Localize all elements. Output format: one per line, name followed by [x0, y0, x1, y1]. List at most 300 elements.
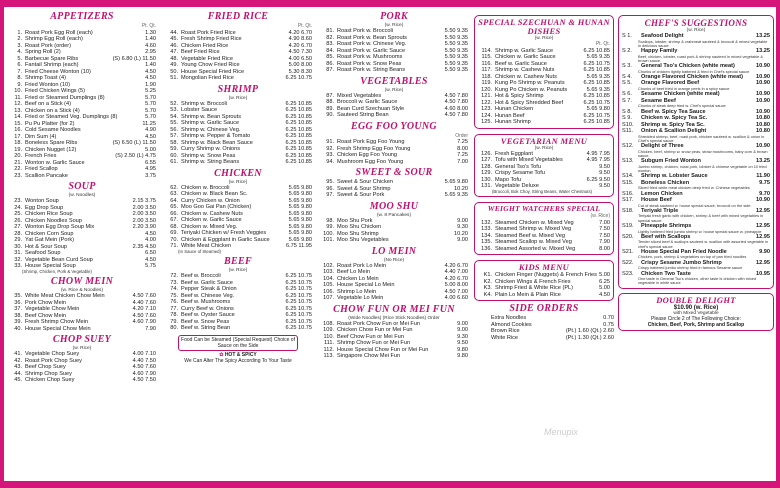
item-name: Chicken Chow Fun or Mei Fun: [337, 327, 413, 333]
item-price: 4.40 7.60: [132, 299, 156, 306]
item-number: 31.: [14, 250, 22, 256]
item-price: 10.95: [756, 270, 770, 277]
item-name: Seafood Soup: [25, 250, 61, 256]
item-number: 57.: [170, 133, 178, 139]
item-name: Shrimp w. Chinese Veg.: [181, 126, 241, 133]
item-name: Orange Flavored Beef: [641, 80, 700, 87]
item-number: 53.: [170, 107, 178, 113]
item-price: 5.00: [599, 272, 610, 279]
item-name: Beef w. Spicy Tea Sauce: [641, 108, 706, 115]
item-number: 18.: [14, 140, 22, 146]
item-price: 2.00 3.50: [132, 211, 156, 217]
pork-heading: PORK: [380, 11, 408, 22]
item-price: 9.00: [457, 217, 468, 224]
item-name: Chicken w. Black Bean Sc.: [181, 191, 248, 197]
item-number: S20.: [622, 233, 634, 240]
item-number: 56.: [170, 126, 178, 133]
item-price: 9.30: [457, 333, 468, 340]
item-name: Bean Curd Szechuan Style: [337, 105, 405, 112]
item-number: 40.: [14, 325, 22, 332]
item-price: 6.25 10.85: [285, 146, 312, 152]
item-name: Chicken Lo Mein: [337, 275, 379, 282]
item-price: 4.60 8.00: [444, 105, 468, 112]
item-price: 4.95: [145, 166, 156, 172]
item-price: 7.00: [599, 219, 610, 226]
item-number: 59.: [170, 146, 178, 152]
item-price: 5.50 9.35: [444, 47, 468, 54]
item-name: Chicken w. Mixed Veg.: [181, 223, 238, 230]
item-name: Fantail Shrimp (each): [25, 62, 79, 68]
menu-item-row: [164, 325, 312, 332]
item-price: 4.50: [145, 256, 156, 263]
item-name: Wonton Egg Drop Soup Mix: [25, 224, 95, 230]
item-price: 6.25 10.85: [583, 80, 610, 86]
item-description: One taste in General Tso's chicken, other taste is chicken with mixed vegetable in white sauce: [638, 276, 757, 286]
item-name: Chicken w. Cashew Nuts: [495, 73, 557, 80]
item-price: 6.25 10.85: [285, 100, 312, 107]
szechuan-price-note: Pt. Qt.: [595, 41, 610, 47]
item-name: Yat Gat Mein (Pork): [25, 237, 75, 243]
item-number: 74.: [170, 286, 178, 293]
item-price: 4.40 7.00: [444, 269, 468, 275]
item-name: Curry Chicken w. Onion: [181, 197, 240, 204]
item-number: 45.: [14, 377, 22, 384]
item-number: 2.: [17, 36, 22, 42]
item-name: Beef Fried Rice: [181, 49, 220, 55]
item-price: 5.65 9.80: [288, 236, 312, 243]
item-name: Fried Cheese Wonton (10): [25, 68, 91, 75]
item-price: 5.65 9.80: [288, 204, 312, 210]
chicken-heading: CHICKEN: [214, 167, 262, 179]
item-name: Subgum Fried Wonton: [641, 158, 701, 165]
item-name: Mushroom Egg Foo Young: [337, 158, 404, 165]
beef-list: [164, 273, 312, 332]
item-price: 9.30: [457, 224, 468, 230]
item-name: Hot & Sour Soup: [25, 243, 67, 250]
item-name: Beef w. Snow Peas: [181, 318, 230, 325]
item-name: Moo Shu Chicken: [337, 224, 382, 230]
item-number: S11.: [622, 128, 634, 135]
item-number: 33.: [14, 263, 22, 269]
item-number: 51.: [170, 75, 178, 81]
item-name: Fresh Shrimp Chow Mein: [25, 319, 89, 326]
item-name: Shrimp w. String Beans: [181, 159, 240, 165]
mooshu-list: [320, 218, 468, 244]
friedrice-price-note: Pt. Qt.: [297, 23, 312, 29]
item-name: Shrimp w. Lobster Sauce: [641, 173, 708, 180]
item-name: Roast Pork w. String Beans: [337, 67, 406, 73]
item-price: 9.50: [457, 340, 468, 346]
chopsuey-heading: CHOP SUEY: [52, 334, 112, 346]
vegetables-list: [320, 93, 468, 119]
double-delight-box: [618, 293, 774, 332]
item-price: 6.25 10.85: [285, 159, 312, 165]
item-number: 114.: [481, 47, 492, 54]
shrimp-heading: SHRIMP: [217, 83, 259, 95]
item-description: Cut of steak sauteed w. house special sauce, broccoli on the side.: [638, 202, 752, 208]
item-price: 8.00: [599, 245, 610, 252]
item-price: 4.95 7.95: [586, 150, 610, 157]
menu-item-row: [8, 377, 156, 384]
item-name: Onion & Scallion Delight: [641, 128, 707, 135]
item-name: Shrimp w. Spicy Tea Sc.: [641, 121, 705, 128]
item-price: 4.50 7.80: [444, 112, 468, 118]
item-number: 73.: [170, 279, 178, 286]
chopsuey-list: [8, 351, 156, 384]
item-price: 5.00: [599, 285, 610, 292]
item-price: 4.50: [145, 133, 156, 140]
item-price: 2.15 3.75: [132, 198, 156, 204]
item-price: 5.65 9.80: [288, 197, 312, 204]
item-price: 6.25 10.85: [285, 107, 312, 113]
item-number: 1.: [17, 29, 22, 36]
item-price: 5.65 9.80: [288, 223, 312, 230]
item-number: 129.: [481, 170, 492, 176]
item-price: 9.80: [457, 353, 468, 359]
beef-heading: BEEF: [224, 256, 252, 268]
item-price: 2.00 3.50: [132, 217, 156, 224]
item-number: 118.: [481, 73, 492, 80]
item-name: Crispy Sesame Tofu: [495, 170, 545, 176]
item-price: 13.25: [756, 48, 770, 55]
item-price: 4.90: [145, 127, 156, 133]
chowmein-list: [8, 293, 156, 332]
item-price: 5.65 9.80: [288, 230, 312, 236]
menu-item-row: [320, 67, 468, 74]
item-name: Cold Sesame Noodles: [25, 127, 81, 133]
soup-desc: (Shrimp, Chicken, Pork & Vegetable): [22, 268, 92, 274]
item-name: Shrimp Chop Suey: [25, 370, 72, 377]
item-number: 80.: [170, 325, 178, 332]
item-price: 12.95: [756, 207, 770, 214]
item-number: 83.: [326, 41, 334, 47]
column-5: [618, 9, 774, 331]
item-price: 0.70: [603, 315, 614, 322]
item-description: Chunks of beef fried in orange peels in a spicy sauce.: [638, 85, 731, 91]
item-name: Fresh Shrimp Fried Rice: [181, 36, 242, 42]
chefs-box: [618, 15, 774, 289]
item-price: 4.20 7.10: [132, 306, 156, 313]
item-number: 23.: [14, 198, 22, 204]
item-number: 22.: [14, 166, 22, 172]
item-price: 1.30: [145, 29, 156, 36]
chowfun-sub: (Wide Noodles) (Rice Stick Noodles) Order: [348, 315, 440, 321]
item-number: 87.: [326, 92, 334, 99]
item-name: Mapo Tofu: [495, 176, 522, 183]
item-price: 4.50 7.60: [132, 312, 156, 319]
item-number: 117.: [481, 67, 492, 73]
item-price: 4.50 7.60: [132, 293, 156, 300]
item-price: 5.25: [145, 88, 156, 94]
item-price: 7.25: [457, 152, 468, 158]
item-number: 13.: [14, 107, 22, 114]
item-name: Sesame Beef: [641, 97, 676, 104]
item-number: 86.: [326, 60, 334, 67]
item-number: 128.: [481, 163, 492, 170]
item-number: S 8.: [622, 108, 632, 115]
appetizers-heading: APPETIZERS: [50, 11, 114, 22]
item-price: 6.55: [145, 159, 156, 166]
item-name: Steamed Chicken w. Mixed Veg: [495, 219, 574, 226]
item-price: 6.25 10.75: [583, 60, 610, 67]
weightwatchers-list: [478, 220, 610, 253]
item-name: Egg Drop Soup: [25, 204, 64, 211]
item-price: 5.70: [145, 101, 156, 107]
item-name: Shrimp Fried & White Rice (PL): [495, 285, 574, 292]
hot-spicy-label: ✿ HOT & SPICY: [219, 351, 257, 358]
pork-sub: (w. Rice): [384, 23, 404, 28]
item-number: 48.: [170, 55, 178, 62]
lomein-heading: LO MEIN: [371, 245, 417, 257]
menu-item-row: [478, 119, 610, 126]
item-name: Vegetable Chow Mein: [25, 306, 80, 313]
item-number: S 1.: [622, 33, 632, 39]
item-name: Barbecue Spare Ribs: [25, 55, 79, 62]
item-name: Beef w. Oyster Sauce: [181, 312, 235, 319]
item-price: (Pt.) 1.60 (Qt.) 2.60: [565, 328, 614, 335]
item-price: 4.60 7.90: [132, 319, 156, 326]
item-price: 6.25 10.85: [285, 120, 312, 126]
item-name: French Fries: [25, 153, 57, 159]
item-price: 4.20 6.70: [444, 275, 468, 282]
item-name: Plain Lo Mein & Plain Rice: [495, 291, 561, 298]
item-number: 47.: [170, 49, 178, 55]
item-number: 95.: [326, 179, 334, 185]
szechuan-list: [478, 48, 610, 126]
item-name: Brown Rice: [491, 328, 520, 335]
item-description: Crispy battered jumbo shrimp fried in famous Sesame sauce: [638, 265, 743, 271]
item-number: K3.: [483, 285, 492, 292]
item-price: 4.90 8.60: [288, 36, 312, 42]
column-2: [164, 9, 312, 364]
item-price: 9.50: [599, 163, 610, 170]
item-name: Chicken on a Stick (4): [25, 107, 80, 114]
item-number: 124.: [481, 112, 492, 119]
item-price: 9.00: [457, 237, 468, 243]
item-name: Steamed Beef w. Mixed Veg: [495, 232, 565, 239]
item-name: Mongolian Fried Rice: [181, 75, 234, 81]
item-name: Beef w. Garlic Sauce: [495, 60, 547, 67]
item-number: 119.: [481, 80, 492, 86]
item-name: Almond Cookies: [491, 321, 532, 328]
item-description: Jumbo shrimp, chicken, roast pork, lobster & chinese vegetable on 10 fried wonton: [638, 163, 767, 174]
item-description: Sliced fried white meat chicken deep fried w. Chinese vegetables: [638, 185, 750, 191]
item-number: 130.: [481, 176, 492, 183]
item-price: 5.75: [145, 263, 156, 269]
item-price: 10.20: [454, 185, 468, 192]
item-name: White Meat Chicken: [181, 243, 232, 249]
item-number: 68.: [170, 223, 178, 230]
item-price: 2.35 4.50: [132, 243, 156, 250]
item-number: 44.: [170, 29, 178, 36]
item-price: 10.90: [756, 197, 770, 204]
vegetarian-heading: VEGETARIAN MENU: [500, 135, 588, 146]
item-number: 89.: [326, 105, 334, 112]
item-price: 1.40: [145, 36, 156, 42]
item-number: 20.: [14, 153, 22, 159]
item-name: Roast Pork (order): [25, 42, 72, 49]
item-number: 122.: [481, 99, 492, 106]
item-name: Sesame Chicken (white meat): [641, 91, 720, 98]
item-price: 10.90: [756, 73, 770, 80]
item-name: Fried Scallop: [25, 166, 58, 172]
weightwatchers-heading: WEIGHT WATCHERS SPECIAL: [487, 204, 601, 214]
item-price: 7.90: [145, 325, 156, 332]
item-name: Fresh Eggplant: [495, 150, 533, 157]
item-price: 10.90: [756, 91, 770, 98]
item-price: 11.90: [756, 173, 770, 180]
item-number: 21.: [14, 159, 22, 166]
item-price: 7.50: [599, 226, 610, 233]
item-number: S10.: [622, 121, 634, 128]
item-name: Orange Flavored Chicken (white meat): [641, 73, 743, 80]
item-price: 5.00 8.00: [288, 62, 312, 68]
pork-list: [320, 28, 468, 74]
item-description: Beef, chicken, lobster, roast pork & shrimp sauteed in mixed vegetable & brown sauce.: [638, 53, 763, 63]
item-name: Chicken w. Garlic Sauce: [181, 217, 242, 223]
item-description: Tender sliced beef & scallops sauteed w. scallion with assorted vegetable in chef's special sauce: [638, 239, 769, 249]
item-price: 10.80: [756, 115, 770, 122]
item-price: 5.50 9.35: [444, 34, 468, 41]
item-name: House Special Chow Fun or Mei Fun: [337, 346, 429, 353]
menu-item-row: [320, 192, 468, 199]
item-name: Hunan Chicken: [495, 106, 534, 112]
item-number: 105.: [323, 282, 334, 288]
item-price: 6.25: [599, 278, 610, 285]
item-price: 4.00: [145, 237, 156, 243]
item-number: S16.: [622, 190, 634, 197]
shrimp-sub: (w. Rice): [228, 95, 248, 101]
item-price: 6.25 10.75: [285, 292, 312, 299]
item-name: Hot & Spicy Shredded Beef: [495, 99, 564, 106]
item-number: 96.: [326, 185, 334, 192]
eggfooyoung-heading: EGG FOO YOUNG: [351, 120, 437, 132]
item-price: 7.25: [457, 139, 468, 145]
item-name: House Special Soup: [25, 263, 76, 269]
item-name: Beef w. Broccoli: [181, 273, 221, 280]
szechuan-box: [474, 15, 614, 129]
item-name: Roast Pork w. Garlic Sauce: [337, 47, 406, 54]
item-price: 9.00: [457, 320, 468, 327]
item-price: 5.65 9.35: [586, 86, 610, 93]
item-price: 9.50: [599, 183, 610, 189]
item-number: 136.: [481, 245, 492, 252]
item-name: Moo Shu Shrimp: [337, 230, 379, 237]
item-price: 4.50 7.50: [132, 377, 156, 384]
item-name: Shrimp w. Snow Peas: [181, 152, 236, 159]
item-name: Sweet & Sour Chicken: [337, 179, 393, 185]
item-name: Chicken Rice Soup: [25, 211, 73, 217]
item-price: 5.65 9.80: [586, 106, 610, 112]
item-number: K4.: [483, 291, 492, 298]
item-name: White Meat Chicken Chow Mein: [25, 293, 105, 300]
item-price: (S) 6.50 (L) 11.50: [112, 140, 156, 146]
item-number: 113.: [323, 353, 334, 359]
item-number: 100.: [323, 230, 334, 237]
soup-heading: SOUP: [68, 181, 96, 192]
item-number: 110.: [323, 333, 334, 340]
item-price: 4.00 6.50: [288, 55, 312, 62]
item-price: 9.00: [457, 327, 468, 333]
item-price: 10.90: [756, 63, 770, 70]
menu-item-row: [478, 292, 610, 299]
item-name: Broccoli w. Garlic Sauce: [337, 99, 398, 105]
column-1: [8, 9, 156, 384]
item-name: Kung Po Chicken w. Peanuts: [495, 86, 568, 93]
item-number: 64.: [170, 197, 178, 204]
item-name: Roast Pork w. Bean Sprouts: [337, 34, 407, 41]
item-number: 11.: [14, 94, 22, 101]
column-4: [474, 9, 614, 437]
item-price: 5.65 9.80: [444, 179, 468, 185]
item-number: 109.: [323, 327, 334, 333]
item-name: Chicken Noodles Soup: [25, 217, 82, 224]
item-number: 91.: [326, 139, 334, 145]
item-name: Shrimp w. Garlic Sauce: [495, 47, 554, 54]
item-name: Shrimp w. Bean Sprouts: [181, 113, 242, 120]
item-number: 41.: [14, 351, 22, 358]
item-number: 125.: [481, 119, 492, 125]
item-number: 106.: [323, 288, 334, 295]
item-name: Moo Shu Pork: [337, 217, 373, 224]
item-number: 58.: [170, 139, 178, 146]
item-number: 32.: [14, 256, 22, 263]
item-name: Beef Chow Mein: [25, 312, 67, 319]
mooshu-sub: (w. 8 Pancakes): [376, 212, 412, 218]
item-number: 111.: [323, 340, 334, 346]
item-name: White Rice: [491, 334, 519, 341]
weightwatchers-box: [474, 202, 614, 255]
item-price: 6.25 10.85: [583, 119, 610, 125]
item-number: 70.: [170, 236, 178, 243]
weightwatchers-sub: (w. Rice): [590, 213, 610, 220]
item-name: Fried or Steamed Dumplings (8): [25, 94, 105, 101]
item-name: General Tso's Tofu: [495, 163, 541, 170]
item-name: Shrimp Toast (4): [25, 75, 66, 81]
item-number: 127.: [481, 157, 492, 163]
item-name: Roast Pork w. Broccoli: [337, 28, 393, 34]
item-price: 6.25 10.85: [583, 67, 610, 73]
item-price: 6.25 10.75: [285, 325, 312, 332]
lomein-sub: (No Rice): [383, 257, 405, 263]
item-number: S12.: [622, 143, 634, 150]
item-number: 116.: [481, 60, 492, 67]
item-number: 23.: [14, 172, 22, 179]
item-name: Chicken & Eggplant in Garlic Sauce: [181, 236, 270, 243]
item-name: Curry Shrimp w. Onions: [181, 146, 241, 152]
item-price: 9.75: [759, 179, 770, 186]
item-number: 16.: [14, 127, 22, 133]
item-name: Teriyaki Triple: [641, 207, 679, 214]
item-number: 78.: [170, 312, 178, 319]
item-price: 5.70: [145, 94, 156, 101]
item-number: 39.: [14, 319, 22, 326]
item-number: 14.: [14, 114, 22, 120]
item-number: 27.: [14, 224, 22, 230]
item-name: Dim Sum (4): [25, 133, 57, 140]
item-name: Shrimp Lo Mein: [337, 288, 377, 295]
double-delight-sub: with Mixed Vegetable: [673, 311, 719, 317]
item-number: 97.: [326, 192, 334, 198]
item-name: Wonton Soup: [25, 198, 59, 204]
item-name: Delight of Three: [641, 143, 684, 150]
item-number: 35.: [14, 293, 22, 300]
menu-item-row: [320, 353, 468, 360]
item-price: 9.80: [457, 346, 468, 353]
item-price: (S) 6.80 (L) 11.50: [112, 55, 156, 62]
chili-icon: ✿: [219, 351, 224, 358]
item-price: 6.25 10.75: [285, 75, 312, 81]
